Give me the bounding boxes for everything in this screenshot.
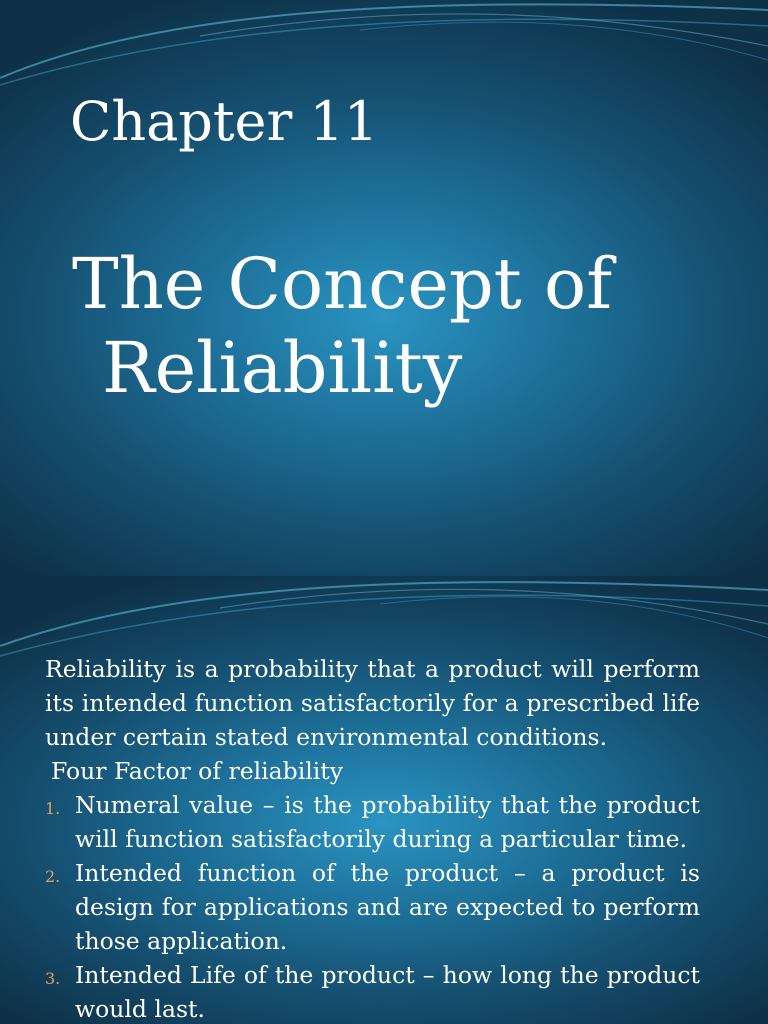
list-number: 1. — [45, 799, 61, 818]
list-item — [45, 788, 700, 856]
list-item — [45, 958, 700, 1024]
slide-title — [72, 242, 722, 410]
list-number: 2. — [45, 867, 61, 886]
list-item-text: Intended function of the product – a product is design for applications and are expected to perform those application. — [75, 859, 700, 955]
slide-title-line2: Reliability — [102, 327, 463, 409]
wave-decoration — [0, 0, 768, 90]
list-item — [45, 856, 700, 958]
definition-text: Reliability is a probability that a product will perform its intended function satisfactorily for a prescribed life under certain stated environmental conditions. — [45, 655, 700, 751]
list-item-text: Numeral value – is the probability that the product will function satisfactorily during a particular time. — [75, 791, 700, 853]
slide-title-line1: The Concept of — [72, 243, 613, 325]
list-item-text: Intended Life of the product – how long the product would last. — [75, 961, 700, 1023]
list-number: 3. — [45, 969, 61, 988]
factors-list — [45, 788, 700, 1024]
factors-heading: Four Factor of reliability — [51, 757, 343, 785]
slide-body — [45, 652, 700, 1024]
chapter-title: Chapter 11 — [70, 90, 379, 153]
content-slide — [0, 576, 768, 1024]
